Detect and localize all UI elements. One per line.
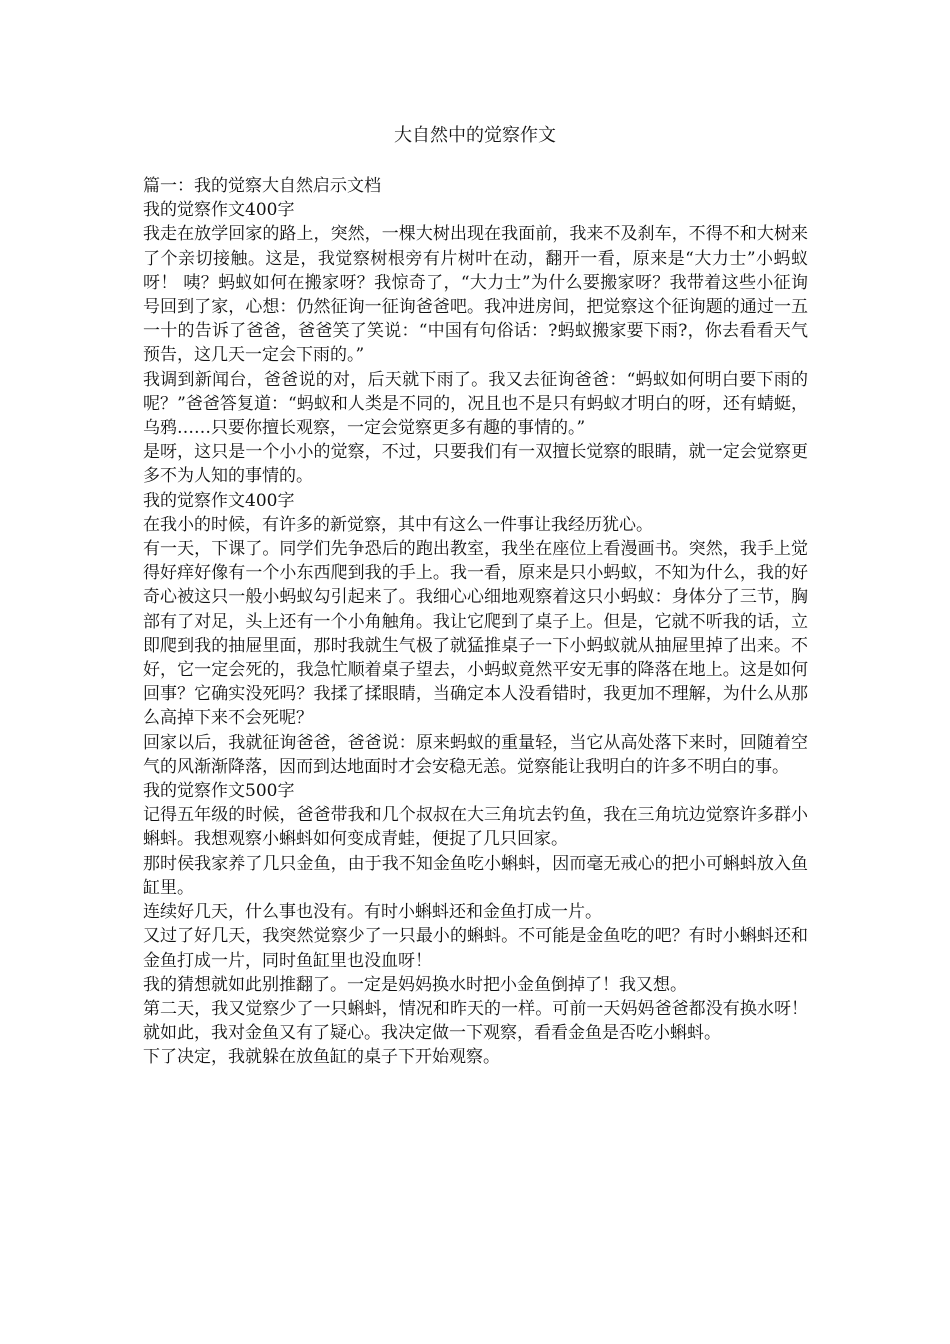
- paragraph-essay-heading: 我的觉察作文500字: [143, 781, 295, 802]
- paragraph: 第二天，我又觉察少了一只蝌蚪，情况和昨天的一样。可前一天妈妈爸爸都没有换水呀！就如此，我对金鱼又有了疑心。我决定做一下观察，看看金鱼是否吃小蝌蚪。: [143, 998, 808, 1044]
- paragraph-essay-heading: 我的觉察作文400字: [143, 490, 295, 511]
- paragraph: 回家以后，我就征询爸爸，爸爸说：原来蚂蚁的重量轻，当它从高处落下来时，回随着空气的风渐渐降落，因而到达地面时才会安稳无恙。觉察能让我明白的许多不明白的事。: [143, 732, 808, 777]
- paragraph: 我走在放学回家的路上，突然，一棵大树出现在我面前，我来不及刹车，不得不和大树来了个亲切接触。这是，我觉察树根旁有片树叶在动，翻开一看，原来是“大力士”小蚂蚁呀！ 咦？蚂蚁如何在搬家呀？我惊奇了，“大力士”为什么要搬家呀？我带着这些小征询号回到了家，心想：仍然征询一征询爸爸吧。我冲进房间，把觉察这个征询题的通过一五一十的告诉了爸爸，爸爸笑了笑说：“中国有句俗话：?蚂蚁搬家要下雨?，你去看看天气预告，这几天一定会下雨的。”: [143, 224, 808, 366]
- paragraph: 我的猜想就如此别推翻了。一定是妈妈换水时把小金鱼倒掉了！我又想。: [143, 974, 687, 995]
- paragraph-essay-heading: 我的觉察作文400字: [143, 200, 295, 221]
- paragraph: 连续好几天，什么事也没有。有时小蝌蚪还和金鱼打成一片。: [143, 902, 602, 923]
- paragraph: 记得五年级的时候，爸爸带我和几个叔叔在大三角坑去钓鱼，我在三角坑边觉察许多群小蝌蚪。我想观察小蝌蚪如何变成青蛙，便捉了几只回家。: [143, 805, 808, 850]
- paragraph: 我调到新闻台，爸爸说的对，后天就下雨了。我又去征询爸爸：“蚂蚁如何明白要下雨的呢？”爸爸答复道：“蚂蚁和人类是不同的，况且也不是只有蚂蚁才明白的呀，还有蜻蜓，乌鸦……只要你擅长观察，一定会觉察更多有趣的事情的。”: [143, 369, 808, 439]
- paragraph: 在我小的时候，有许多的新觉察，其中有这么一件事让我经历犹心。: [143, 514, 653, 535]
- document-body: [143, 174, 808, 1070]
- paragraph: 有一天，下课了。同学们先争恐后的跑出教室，我坐在座位上看漫画书。突然，我手上觉得好痒好像有一个小东西爬到我的手上。我一看，原来是只小蚂蚁，不知为什么，我的好奇心被这只一般小蚂蚁勾引起来了。我细心心细地观察着这只小蚂蚁：身体分了三节，胸部有了对足，头上还有一个小角触角。我让它爬到了桌子上。但是，它就不听我的话，立即爬到我的抽屉里面，那时我就生气极了就猛推桌子一下小蚂蚁就从抽屉里掉了出来。不好，它一定会死的，我急忙顺着桌子望去，小蚂蚁竟然平安无事的降落在地上。这是如何回事？它确实没死吗？我揉了揉眼睛，当确定本人没看错时，我更加不理解，为什么从那么高掉下来不会死呢？: [143, 539, 808, 729]
- paragraph: 那时侯我家养了几只金鱼，由于我不知金鱼吃小蝌蚪，因而毫无戒心的把小可蝌蚪放入鱼缸里。: [143, 853, 808, 898]
- paragraph: 又过了好几天，我突然觉察少了一只最小的蝌蚪。不可能是金鱼吃的吧？有时小蝌蚪还和金鱼打成一片，同时鱼缸里也没血呀！: [143, 926, 808, 971]
- paragraph-section-heading: 篇一：我的觉察大自然启示文档: [143, 176, 381, 196]
- document-title: 大自然中的觉察作文: [394, 125, 556, 146]
- paragraph: 下了决定，我就躲在放鱼缸的桌子下开始观察。: [143, 1047, 500, 1068]
- paragraph: 是呀，这只是一个小小的觉察，不过，只要我们有一双擅长觉察的眼睛，就一定会觉察更多不为人知的事情的。: [143, 442, 808, 487]
